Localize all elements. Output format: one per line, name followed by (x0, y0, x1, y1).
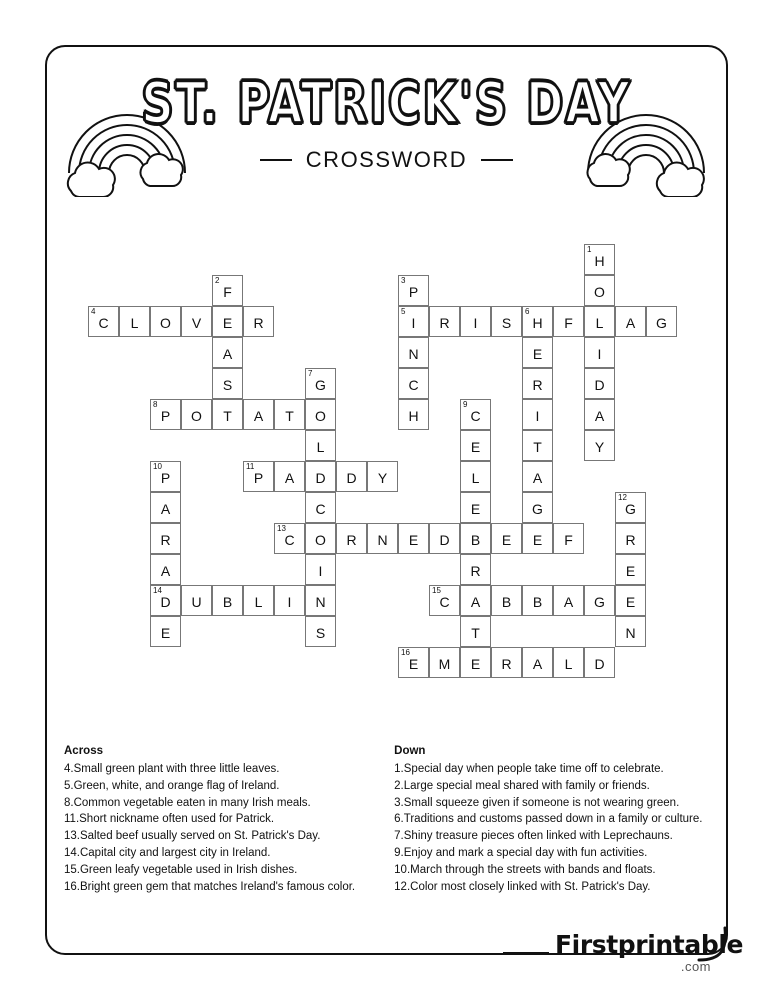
grid-cell[interactable] (646, 306, 677, 337)
grid-cell[interactable] (460, 523, 491, 554)
clues-section (64, 745, 714, 895)
cell-number: 4 (91, 307, 96, 316)
down-clue-list (394, 761, 714, 895)
cell-letter: R (532, 377, 543, 393)
cell-number: 13 (277, 524, 286, 533)
cell-letter: A (253, 408, 264, 424)
cell-letter: O (594, 284, 605, 300)
grid-cell[interactable] (460, 492, 491, 523)
clue-item: 14.Capital city and largest city in Ireland. (64, 846, 271, 859)
cell-letter: C (98, 315, 109, 331)
cell-letter: F (564, 532, 573, 548)
grid-cell[interactable] (181, 306, 212, 337)
cell-letter: G (315, 377, 326, 393)
cell-letter: R (346, 532, 357, 548)
cell-number: 14 (153, 586, 162, 595)
cell-letter: E (625, 563, 636, 579)
cell-letter: E (470, 656, 481, 672)
grid-cell[interactable] (243, 461, 274, 492)
grid-cell[interactable] (398, 399, 429, 430)
cell-letter: B (470, 532, 481, 548)
clue-item: 11.Short nickname often used for Patrick. (64, 813, 275, 826)
grid-cell[interactable] (522, 585, 553, 616)
cell-letter: R (470, 563, 481, 579)
cell-letter: I (318, 563, 323, 579)
cell-letter: O (315, 408, 326, 424)
grid-cell[interactable] (243, 306, 274, 337)
grid-cell[interactable] (88, 306, 119, 337)
cell-letter: G (625, 501, 636, 517)
grid-cell[interactable] (429, 523, 460, 554)
cell-letter: M (438, 656, 451, 672)
cell-letter: P (160, 408, 171, 424)
grid-cell[interactable] (460, 554, 491, 585)
grid-cell[interactable] (429, 585, 460, 616)
grid-cell[interactable] (615, 585, 646, 616)
cell-letter: A (594, 408, 605, 424)
clue-item: 9.Enjoy and mark a special day with fun activities. (394, 846, 648, 859)
grid-cell[interactable] (212, 337, 243, 368)
cell-letter: R (501, 656, 512, 672)
grid-cell[interactable] (212, 306, 243, 337)
grid-cell[interactable] (150, 399, 181, 430)
cell-number: 6 (525, 307, 530, 316)
grid-cell[interactable] (150, 461, 181, 492)
grid-cell[interactable] (522, 399, 553, 430)
grid-cell[interactable] (460, 585, 491, 616)
grid-cell[interactable] (584, 275, 615, 306)
cell-number: 16 (401, 648, 410, 657)
grid-cell[interactable] (305, 616, 336, 647)
cell-letter: C (470, 408, 481, 424)
grid-cell[interactable] (522, 430, 553, 461)
brand-rule-icon (503, 952, 549, 955)
cell-letter: Y (594, 439, 605, 455)
cell-letter: I (473, 315, 478, 331)
cell-number: 5 (401, 307, 406, 316)
cell-letter: L (564, 656, 573, 672)
grid-cell[interactable] (150, 585, 181, 616)
grid-cell[interactable] (522, 461, 553, 492)
across-clues-column (64, 745, 374, 895)
clue-item: 1.Special day when people take time off to celebrate. (394, 763, 664, 775)
cell-letter: U (191, 594, 202, 610)
grid-cell[interactable] (181, 585, 212, 616)
cell-letter: V (191, 315, 202, 331)
cell-letter: E (501, 532, 512, 548)
grid-cell[interactable] (150, 523, 181, 554)
cell-letter: B (532, 594, 543, 610)
cell-letter: N (377, 532, 388, 548)
cell-letter: R (625, 532, 636, 548)
grid-cell[interactable] (460, 430, 491, 461)
cell-letter: E (625, 594, 636, 610)
grid-cell[interactable] (305, 585, 336, 616)
grid-cell[interactable] (615, 492, 646, 523)
page-title: ST. PATRICK'S DAY (141, 70, 632, 138)
cell-letter: T (285, 408, 294, 424)
grid-cell[interactable] (274, 585, 305, 616)
grid-cell[interactable] (522, 523, 553, 554)
clue-item: 13.Salted beef usually served on St. Patrick's Day. (64, 830, 321, 843)
cell-letter: G (594, 594, 605, 610)
cell-letter: O (191, 408, 202, 424)
grid-cell[interactable] (522, 368, 553, 399)
grid-cell[interactable] (584, 306, 615, 337)
grid-cell[interactable] (491, 306, 522, 337)
cell-letter: B (222, 594, 233, 610)
clue-item: 5.Green, white, and orange flag of Ireland. (64, 779, 280, 792)
cell-letter: S (315, 625, 326, 641)
cell-letter: A (470, 594, 481, 610)
cell-letter: D (346, 470, 357, 486)
grid-cell[interactable] (491, 523, 522, 554)
cell-letter: A (160, 501, 171, 517)
grid-cell[interactable] (305, 554, 336, 585)
cell-letter: O (160, 315, 171, 331)
cell-letter: D (160, 594, 171, 610)
cell-letter: L (316, 439, 325, 455)
cell-letter: N (408, 346, 419, 362)
across-clue-list (64, 761, 374, 895)
cell-letter: C (284, 532, 295, 548)
grid-cell[interactable] (398, 306, 429, 337)
grid-cell[interactable] (522, 492, 553, 523)
down-clues-column (394, 745, 714, 895)
cell-letter: S (222, 377, 233, 393)
grid-cell[interactable] (584, 399, 615, 430)
grid-cell[interactable] (584, 337, 615, 368)
grid-cell[interactable] (460, 399, 491, 430)
cell-letter: P (253, 470, 264, 486)
grid-cell[interactable] (150, 306, 181, 337)
grid-cell[interactable] (212, 275, 243, 306)
clue-item: 2.Large special meal shared with family or friends. (394, 779, 650, 792)
grid-cell[interactable] (522, 647, 553, 678)
clue-item: 10.March through the streets with bands and floats. (394, 863, 656, 876)
cell-letter: C (408, 377, 419, 393)
cell-letter: R (160, 532, 171, 548)
cell-letter: D (594, 377, 605, 393)
grid-cell[interactable] (150, 616, 181, 647)
grid-cell[interactable] (398, 275, 429, 306)
grid-cell[interactable] (553, 523, 584, 554)
grid-cell[interactable] (181, 399, 212, 430)
cell-letter: L (130, 315, 139, 331)
grid-cell[interactable] (522, 306, 553, 337)
grid-cell[interactable] (274, 523, 305, 554)
grid-cell[interactable] (491, 585, 522, 616)
cell-letter: R (253, 315, 264, 331)
cell-letter: C (315, 501, 326, 517)
cell-letter: D (315, 470, 326, 486)
cell-letter: H (532, 315, 543, 331)
cell-number: 11 (246, 462, 255, 471)
grid-cell[interactable] (584, 368, 615, 399)
cell-letter: A (532, 470, 543, 486)
clue-item: 16.Bright green gem that matches Ireland's famous color. (64, 880, 356, 893)
cell-letter: G (656, 315, 667, 331)
cell-number: 9 (463, 400, 468, 409)
cell-letter: P (408, 284, 419, 300)
cell-letter: E (408, 656, 419, 672)
cell-letter: T (533, 439, 542, 455)
cell-letter: I (597, 346, 602, 362)
grid-cell[interactable] (150, 554, 181, 585)
cell-letter: D (439, 532, 450, 548)
brand-name: Firstprintable (555, 930, 744, 959)
grid-cell[interactable] (460, 461, 491, 492)
grid-cell[interactable] (398, 523, 429, 554)
clue-item: 15.Green leafy vegetable used in Irish dishes. (64, 863, 298, 876)
cell-letter: I (411, 315, 416, 331)
grid-cell[interactable] (274, 399, 305, 430)
grid-cell[interactable] (553, 585, 584, 616)
cell-letter: F (564, 315, 573, 331)
grid-cell[interactable] (119, 306, 150, 337)
grid-cell[interactable] (584, 430, 615, 461)
grid-cell[interactable] (553, 647, 584, 678)
grid-cell[interactable] (367, 523, 398, 554)
cell-number: 10 (153, 462, 162, 471)
cell-number: 12 (618, 493, 627, 502)
across-heading: Across (64, 745, 103, 757)
grid-cell[interactable] (305, 461, 336, 492)
cell-letter: L (595, 315, 604, 331)
grid-cell[interactable] (212, 368, 243, 399)
cell-number: 2 (215, 276, 220, 285)
grid-cell[interactable] (336, 461, 367, 492)
page-subtitle: CROSSWORD (305, 147, 468, 172)
cell-letter: H (594, 253, 605, 269)
grid-cell[interactable] (460, 306, 491, 337)
grid-cell[interactable] (615, 616, 646, 647)
cell-letter: H (408, 408, 419, 424)
cell-letter: A (284, 470, 295, 486)
cell-letter: L (471, 470, 480, 486)
cell-letter: I (535, 408, 540, 424)
cell-letter: G (532, 501, 543, 517)
cell-letter: A (532, 656, 543, 672)
grid-cell[interactable] (212, 585, 243, 616)
clue-item: 4.Small green plant with three little leaves. (64, 763, 280, 775)
clue-item: 7.Shiny treasure pieces often linked with Leprechauns. (394, 830, 673, 843)
cell-letter: I (287, 594, 292, 610)
cell-letter: E (408, 532, 419, 548)
cell-letter: L (254, 594, 263, 610)
grid-cell[interactable] (615, 554, 646, 585)
grid-cell[interactable] (305, 492, 336, 523)
grid-cell[interactable] (398, 368, 429, 399)
clue-item: 8.Common vegetable eaten in many Irish meals. (64, 796, 311, 809)
cell-letter: A (563, 594, 574, 610)
cell-letter: C (439, 594, 450, 610)
grid-cell[interactable] (274, 461, 305, 492)
cell-letter: P (160, 470, 171, 486)
cell-number: 1 (587, 245, 592, 254)
grid-cell[interactable] (367, 461, 398, 492)
cell-letter: T (223, 408, 232, 424)
cell-letter: F (223, 284, 232, 300)
brand-swoosh-icon (697, 926, 733, 966)
grid-cell[interactable] (305, 523, 336, 554)
grid-cell[interactable] (553, 306, 584, 337)
cell-letter: E (532, 532, 543, 548)
cell-letter: E (222, 315, 233, 331)
cell-letter: E (532, 346, 543, 362)
grid-cell[interactable] (615, 523, 646, 554)
grid-cell[interactable] (584, 244, 615, 275)
cell-letter: Y (377, 470, 388, 486)
cell-letter: A (160, 563, 171, 579)
cell-letter: O (315, 532, 326, 548)
grid-cell[interactable] (398, 337, 429, 368)
grid-cell[interactable] (305, 399, 336, 430)
cell-number: 3 (401, 276, 406, 285)
grid-cell[interactable] (460, 616, 491, 647)
grid-cell[interactable] (305, 368, 336, 399)
grid-cell[interactable] (150, 492, 181, 523)
grid-cell[interactable] (398, 647, 429, 678)
grid-cell[interactable] (584, 647, 615, 678)
down-heading: Down (394, 745, 426, 757)
cell-letter: R (439, 315, 450, 331)
cell-letter: D (594, 656, 605, 672)
cell-letter: E (470, 501, 481, 517)
cell-letter: A (222, 346, 233, 362)
grid-cell[interactable] (584, 585, 615, 616)
clue-item: 12.Color most closely linked with St. Patrick's Day. (394, 880, 651, 893)
cell-letter: S (501, 315, 512, 331)
clue-item: 6.Traditions and customs passed down in a family or culture. (394, 813, 703, 826)
cell-letter: B (501, 594, 512, 610)
cell-number: 15 (432, 586, 441, 595)
cell-letter: N (315, 594, 326, 610)
grid-cell[interactable] (243, 399, 274, 430)
cell-letter: N (625, 625, 636, 641)
grid-cell[interactable] (491, 647, 522, 678)
grid-cell[interactable] (522, 337, 553, 368)
grid-cell[interactable] (305, 430, 336, 461)
grid-cell[interactable] (336, 523, 367, 554)
brand-tld: .com (680, 959, 711, 974)
grid-cell[interactable] (460, 647, 491, 678)
grid-cell[interactable] (243, 585, 274, 616)
cell-number: 8 (153, 400, 158, 409)
grid-cell[interactable] (212, 399, 243, 430)
cell-letter: T (471, 625, 480, 641)
clue-item: 3.Small squeeze given if someone is not wearing green. (394, 796, 680, 809)
grid-cell[interactable] (429, 306, 460, 337)
footer-branding (503, 926, 744, 982)
grid-cell[interactable] (615, 306, 646, 337)
cell-letter: A (625, 315, 636, 331)
cell-letter: E (470, 439, 481, 455)
cell-letter: E (160, 625, 171, 641)
grid-cell[interactable] (429, 647, 460, 678)
cell-number: 7 (308, 369, 313, 378)
